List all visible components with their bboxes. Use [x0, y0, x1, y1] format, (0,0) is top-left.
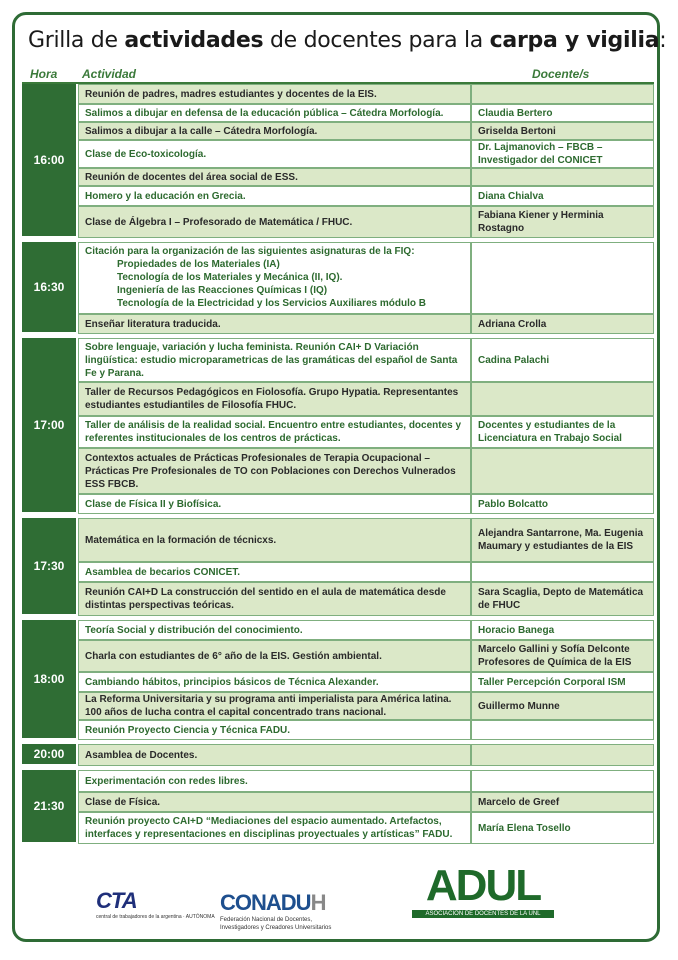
- cta-logo: CTA central de trabajadores de la argentina · AUTÓNOMA: [96, 888, 215, 920]
- docente-cell: [471, 84, 654, 104]
- docente-cell: Adriana Crolla: [471, 314, 654, 334]
- activity-cell: La Reforma Universitaria y su programa anti imperialista para América latina. 100 años de lucha contra el capital concentrado trans nacional.: [78, 692, 471, 720]
- docente-cell: Sara Scaglia, Depto de Matemática de FHUC: [471, 582, 654, 616]
- activity-text: Citación para la organización de las siguientes asignaturas de la FIQ:: [85, 246, 415, 257]
- activity-cell: Sobre lenguaje, variación y lucha feminista. Reunión CAI+ D Variación lingüística: estudio microparametricas de las gramáticas del español de Santa Fe y Parana.: [78, 338, 471, 382]
- docente-cell: Griselda Bertoni: [471, 122, 654, 140]
- docente-cell: [471, 744, 654, 766]
- activity-cell: Clase de Física.: [78, 792, 471, 812]
- activity-cell: Homero y la educación en Grecia.: [78, 186, 471, 206]
- activity-cell: Taller de análisis de la realidad social. Encuentro entre estudiantes, docentes y referentes institucionales de los centros de prácticas.: [78, 416, 471, 448]
- activity-cell: Cambiando hábitos, principios básicos de Técnica Alexander.: [78, 672, 471, 692]
- docente-cell: Claudia Bertero: [471, 104, 654, 122]
- activity-cell: Teoría Social y distribución del conocimiento.: [78, 620, 471, 640]
- header-hora: Hora: [30, 67, 58, 81]
- adul-logo: ADUL ASOCIACIÓN DE DOCENTES DE LA UNL: [412, 864, 554, 930]
- activity-cell: Enseñar literatura traducida.: [78, 314, 471, 334]
- time-slot: 20:00: [22, 744, 76, 766]
- time-slot: 16:00: [22, 84, 76, 238]
- docente-cell: Horacio Banega: [471, 620, 654, 640]
- docente-cell: Taller Percepción Corporal ISM: [471, 672, 654, 692]
- activity-cell: Charla con estudiantes de 6° año de la EIS. Gestión ambiental.: [78, 640, 471, 672]
- docente-cell: María Elena Tosello: [471, 812, 654, 844]
- conadu-logo: CONADUH Federación Nacional de Docentes, Investigadores y Creadores Universitarios: [220, 890, 332, 931]
- docente-cell: Marcelo Gallini y Sofía Delconte Profesores de Química de la EIS: [471, 640, 654, 672]
- time-slot: 17:00: [22, 338, 76, 514]
- docente-cell: [471, 168, 654, 186]
- docente-cell: Fabiana Kiener y Herminia Rostagno: [471, 206, 654, 238]
- activity-cell: Reunión proyecto CAI+D “Mediaciones del espacio aumentado. Artefactos, interfaces y representaciones en disciplinas proyectuales y artísticas” FADU.: [78, 812, 471, 844]
- page-title: Grilla de actividades de docentes para la carpa y vigilia:: [28, 28, 667, 53]
- docente-cell: Diana Chialva: [471, 186, 654, 206]
- docente-cell: Docentes y estudiantes de la Licenciatura en Trabajo Social: [471, 416, 654, 448]
- activity-cell: Clase de Álgebra I – Profesorado de Matemática / FHUC.: [78, 206, 471, 238]
- logos-footer: [12, 858, 660, 938]
- docente-cell: Alejandra Santarrone, Ma. Eugenia Maumary y estudiantes de la EIS: [471, 518, 654, 562]
- activity-cell: Experimentación con redes libres.: [78, 770, 471, 792]
- activity-cell: Salimos a dibujar a la calle – Cátedra Morfología.: [78, 122, 471, 140]
- activity-cell: Salimos a dibujar en defensa de la educación pública – Cátedra Morfología.: [78, 104, 471, 122]
- docente-cell: [471, 720, 654, 740]
- docente-cell: [471, 242, 654, 314]
- activity-cell: Matemática en la formación de técnicxs.: [78, 518, 471, 562]
- activity-cell: Reunión de docentes del área social de ESS.: [78, 168, 471, 186]
- activity-cell: Taller de Recursos Pedagógicos en Fiolosofía. Grupo Hypatia. Representantes estudiantes estudiantiles de Filosofía FHUC.: [78, 382, 471, 416]
- docente-cell: [471, 448, 654, 494]
- time-slot: 18:00: [22, 620, 76, 740]
- activity-subitem: Propiedades de los Materiales (IA): [117, 259, 280, 270]
- docente-cell: [471, 770, 654, 792]
- activity-cell: Asamblea de Docentes.: [78, 744, 471, 766]
- docente-cell: Guillermo Munne: [471, 692, 654, 720]
- activity-cell: Reunión Proyecto Ciencia y Técnica FADU.: [78, 720, 471, 740]
- activity-subitem: Tecnología de la Electricidad y los Servicios Auxiliares módulo B: [117, 298, 426, 309]
- time-slot: 17:30: [22, 518, 76, 616]
- docente-cell: Pablo Bolcatto: [471, 494, 654, 514]
- docente-cell: Dr. Lajmanovich – FBCB – Investigador del CONICET: [471, 140, 654, 168]
- activity-cell: Clase de Física II y Biofísica.: [78, 494, 471, 514]
- activity-subitem: Ingeniería de las Reacciones Químicas I (IQ): [117, 285, 328, 296]
- activity-cell: Contextos actuales de Prácticas Profesionales de Terapia Ocupacional – Prácticas Pre Profesionales de TO con Poblaciones con Derechos Vulnerados ESS FBCB.: [78, 448, 471, 494]
- header-docentes: Docente/s: [532, 67, 590, 81]
- activity-cell: Reunión de padres, madres estudiantes y docentes de la EIS.: [78, 84, 471, 104]
- activity-subitem: Tecnología de los Materiales y Mecánica (II, IQ).: [117, 272, 343, 283]
- docente-cell: [471, 562, 654, 582]
- activity-cell: Clase de Eco-toxicología.: [78, 140, 471, 168]
- docente-cell: Marcelo de Greef: [471, 792, 654, 812]
- docente-cell: [471, 382, 654, 416]
- activity-cell: Reunión CAI+D La construcción del sentido en el aula de matemática desde distintas perspectivas teóricas.: [78, 582, 471, 616]
- activity-cell: Asamblea de becarios CONICET.: [78, 562, 471, 582]
- header-actividad: Actividad: [82, 67, 137, 81]
- docente-cell: Cadina Palachi: [471, 338, 654, 382]
- activity-cell: [78, 242, 471, 314]
- time-slot: 16:30: [22, 242, 76, 334]
- time-slot: 21:30: [22, 770, 76, 844]
